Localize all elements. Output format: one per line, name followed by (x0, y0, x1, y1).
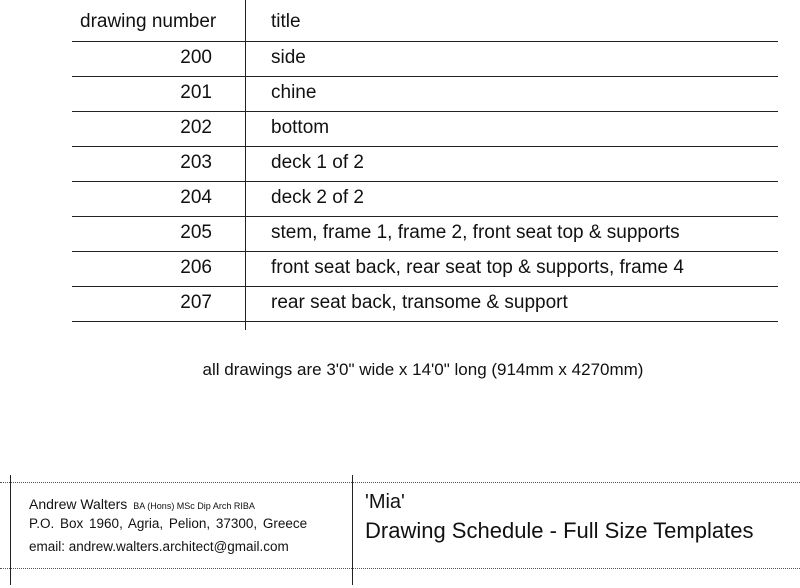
row-rule (72, 321, 778, 322)
architect-qualifications: BA (Hons) MSc Dip Arch RIBA (133, 501, 255, 511)
title-block-bottom-rule (0, 568, 800, 569)
row-title: deck 2 of 2 (271, 187, 364, 208)
header-rule (72, 41, 778, 42)
row-rule (72, 286, 778, 287)
project-name: 'Mia' (365, 491, 405, 513)
row-number: 202 (180, 117, 212, 138)
row-number: 207 (180, 292, 212, 313)
row-title: chine (271, 82, 317, 103)
row-rule (72, 111, 778, 112)
row-rule (72, 76, 778, 77)
row-title: front seat back, rear seat top & supports, frame 4 (271, 257, 684, 278)
architect-name: Andrew Walters (29, 496, 128, 512)
architect-info (29, 496, 255, 514)
row-number: 200 (180, 47, 212, 68)
row-title: deck 1 of 2 (271, 152, 364, 173)
row-rule (72, 251, 778, 252)
architect-address: P.O. Box 1960, Agria, Pelion, 37300, Greece (29, 516, 308, 531)
header-drawing-number: drawing number (80, 11, 217, 32)
row-number: 203 (180, 152, 212, 173)
row-number: 206 (180, 257, 212, 278)
title-block-divider (352, 475, 353, 585)
row-number: 205 (180, 222, 212, 243)
header-title: title (271, 11, 301, 32)
dimensions-note: all drawings are 3'0" wide x 14'0" long (914mm x 4270mm) (202, 360, 644, 379)
row-rule (72, 216, 778, 217)
row-title: side (271, 47, 306, 68)
row-number: 201 (180, 82, 212, 103)
architect-email: email: andrew.walters.architect@gmail.com (29, 539, 289, 554)
document-title: Drawing Schedule - Full Size Templates (365, 518, 754, 543)
row-rule (72, 146, 778, 147)
row-title: bottom (271, 117, 330, 138)
row-title: rear seat back, transome & support (271, 292, 568, 313)
column-divider (245, 0, 246, 330)
title-block-top-rule (0, 482, 800, 483)
row-rule (72, 181, 778, 182)
row-title: stem, frame 1, frame 2, front seat top & supports (271, 222, 680, 243)
title-block-left-tick (10, 475, 11, 585)
row-number: 204 (180, 187, 212, 208)
